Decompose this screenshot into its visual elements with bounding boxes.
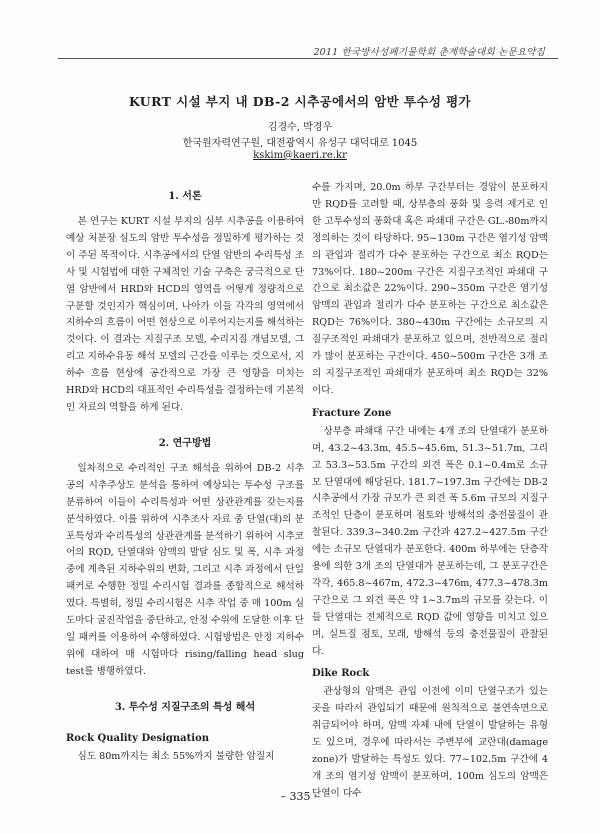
- intro-heading: 1. 서론: [168, 191, 202, 202]
- right-column: [312, 180, 548, 803]
- rqd-heading: Rock Quality Designation: [66, 732, 210, 744]
- dike-rock-heading: Dike Rock: [312, 668, 370, 680]
- paper-authors: 김경수, 박경우: [267, 122, 333, 133]
- paper-title: KURT 시설 부지 내 DB-2 시추공에서의 암반 투수성 평가: [128, 94, 472, 109]
- page-number: – 335 –: [280, 790, 320, 803]
- fracture-zone-heading: Fracture Zone: [312, 407, 392, 419]
- methods-heading: 2. 연구방법: [158, 437, 212, 449]
- left-column: [66, 180, 304, 766]
- rqd-paragraph-continued: 수를 가지며, 20.0m 하부 구간부터는 경암이 분포하지만 RQD를 고려할 때, 상부층의 풍화 및 응력 제거로 인한 고투수성의 풍화대 혹은 파쇄대 구간은 GL.-80m까지 정의하는 것이 타당하다. 95~130m 구간은 염기성 암맥의 관입과 절리가 다수 분포하는 구간으로 최소 RQD는 73%이다. 180~200m 구간은 지질구조적인 파쇄대 구간으로 최소값은 22%이다. 290~350m 구간은 염기성 암맥의 관입과 절리가 다수 분포하는 구간으로 최소값은 RQD는 76%이다. 380~430m 구간에는 소규모의 지질구조적인 파쇄대가 분포하고 있으며, 전반적으로 절리가 많이 분포하는 구간이다. 450~500m 구간은 3개 조의 지질구조적인 파쇄대가 분포하며 최소 RQD는 32%이다.: [312, 182, 549, 396]
- intro-paragraph: 본 연구는 KURT 시설 부지의 심부 시추공을 이용하여 예상 처분장 심도의 암반 투수성을 정밀하게 평가하는 것이 주된 목적이다. 시추공에서의 단열 암반의 수리특성 조사 및 시험법에 대한 구체적인 기술 구축은 궁극적으로 단열 암반에서 HRD와 HCD의 영역을 어떻게 정량적으로 구분할 것인지가 핵심이며, 나아가 이들 각각의 영역에서 지하수의 흐름이 어떤 현상으로 이루어지는지를 해석하는 것이다. 이 결과는 지질구조 모델, 수리지질 개념모델, 그리고 지하수유동 해석 모델의 근간을 이루는 것으로서, 지하수 흐름 현상에 공간적으로 가장 큰 영향을 미치는 HRD와 HCD의 대표적인 수리특성을 결정하는데 기본적인 자료의 역할을 하게 된다.: [66, 216, 305, 413]
- running-head: 2011 한국방사성폐기물학회 춘계학술대회 논문요약집: [313, 47, 545, 58]
- dike-rock-paragraph: 관상형의 암맥은 관입 이전에 이미 단열구조가 있는 곳을 따라서 관입되기 때문에 원칙적으로 불연속면으로 취급되어야 하며, 암맥 자체 내에 단열이 발달하는 유형도 있으며, 경우에 따라서는 주변부에 교란대(damage zone)가 발달하는 특성도 있다. 77~102.5m 구간에 4개 조의 염기성 암맥이 분포하며, 100m 심도의 암맥은 단열이 다수: [312, 686, 548, 799]
- paper-email[interactable]: kskim@kaeri.re.kr: [253, 150, 347, 161]
- methods-paragraph: 일차적으로 수리적인 구조 해석을 위하여 DB-2 시추공의 시추주상도 분석을 통하여 예상되는 투수성 구조를 분류하여 이들이 수리특성과 어떤 상관관계를 갖는지를 분석하였다. 이를 위하여 시추조사 자료 중 단열(대)의 분포특성과 수리특성의 상관관계를 분석하기 위하여 시추코어의 RQD, 단열대와 암맥의 발달 심도 및 폭, 시추 과정 중에 계측된 지하수위의 변화, 그리고 시추 과정에서 단일 패커로 수행한 정밀 수리시험 결과를 종합적으로 해석하였다. 특별히, 정밀 수리시험은 시추 작업 중 매 100m 심도마다 굴진작업을 중단하고, 안정 수위에 도달한 이후 단일 패커를 이용하여 수행하였다. 시험방법은 안정 지하수위에 대하여 매 시험마다 rising/falling head slug test를 병행하였다.: [66, 462, 304, 677]
- structure-heading: 3. 투수성 지질구조의 특성 해석: [114, 701, 256, 713]
- paper-affiliation: 한국원자력연구원, 대전광역시 유성구 대덕대로 1045: [182, 138, 418, 149]
- fracture-zone-paragraph: 상부층 파쇄대 구간 내에는 4개 조의 단열대가 분포하며, 43.2~43.3m, 45.5~45.6m, 51.3~51.7m, 그리고 53.3~53.5m 구간의 외견 폭은 0.1~0.4m로 소규모 단열대에 해당된다. 181.7~197.3m 구간에는 DB-2 시추공에서 가장 규모가 큰 외견 폭 5.6m 규모의 지질구조적인 단층이 분포하며 점토와 방해석의 충전물질이 관찰된다. 339.3~340.2m 구간과 427.2~427.5m 구간에는 소규모 단열대가 분포한다. 400m 하부에는 단층작용에 의한 3개 조의 단열대가 분포하는데, 그 분포구간은 각각, 465.8~467m, 472.3~476m, 477.3~478.3m 구간으로 그 외견 폭은 약 1~3.7m의 규모를 갖는다. 이들 단열대는 전체적으로 RQD 값에 영향을 미치고 있으며, 실트질 점토, 모래, 방해석 등의 충전물질이 관찰된다.: [312, 425, 548, 657]
- rqd-paragraph-start: 심도 80m까지는 최소 55%까지 불량한 암질지: [77, 750, 275, 762]
- header-rule: [58, 58, 558, 59]
